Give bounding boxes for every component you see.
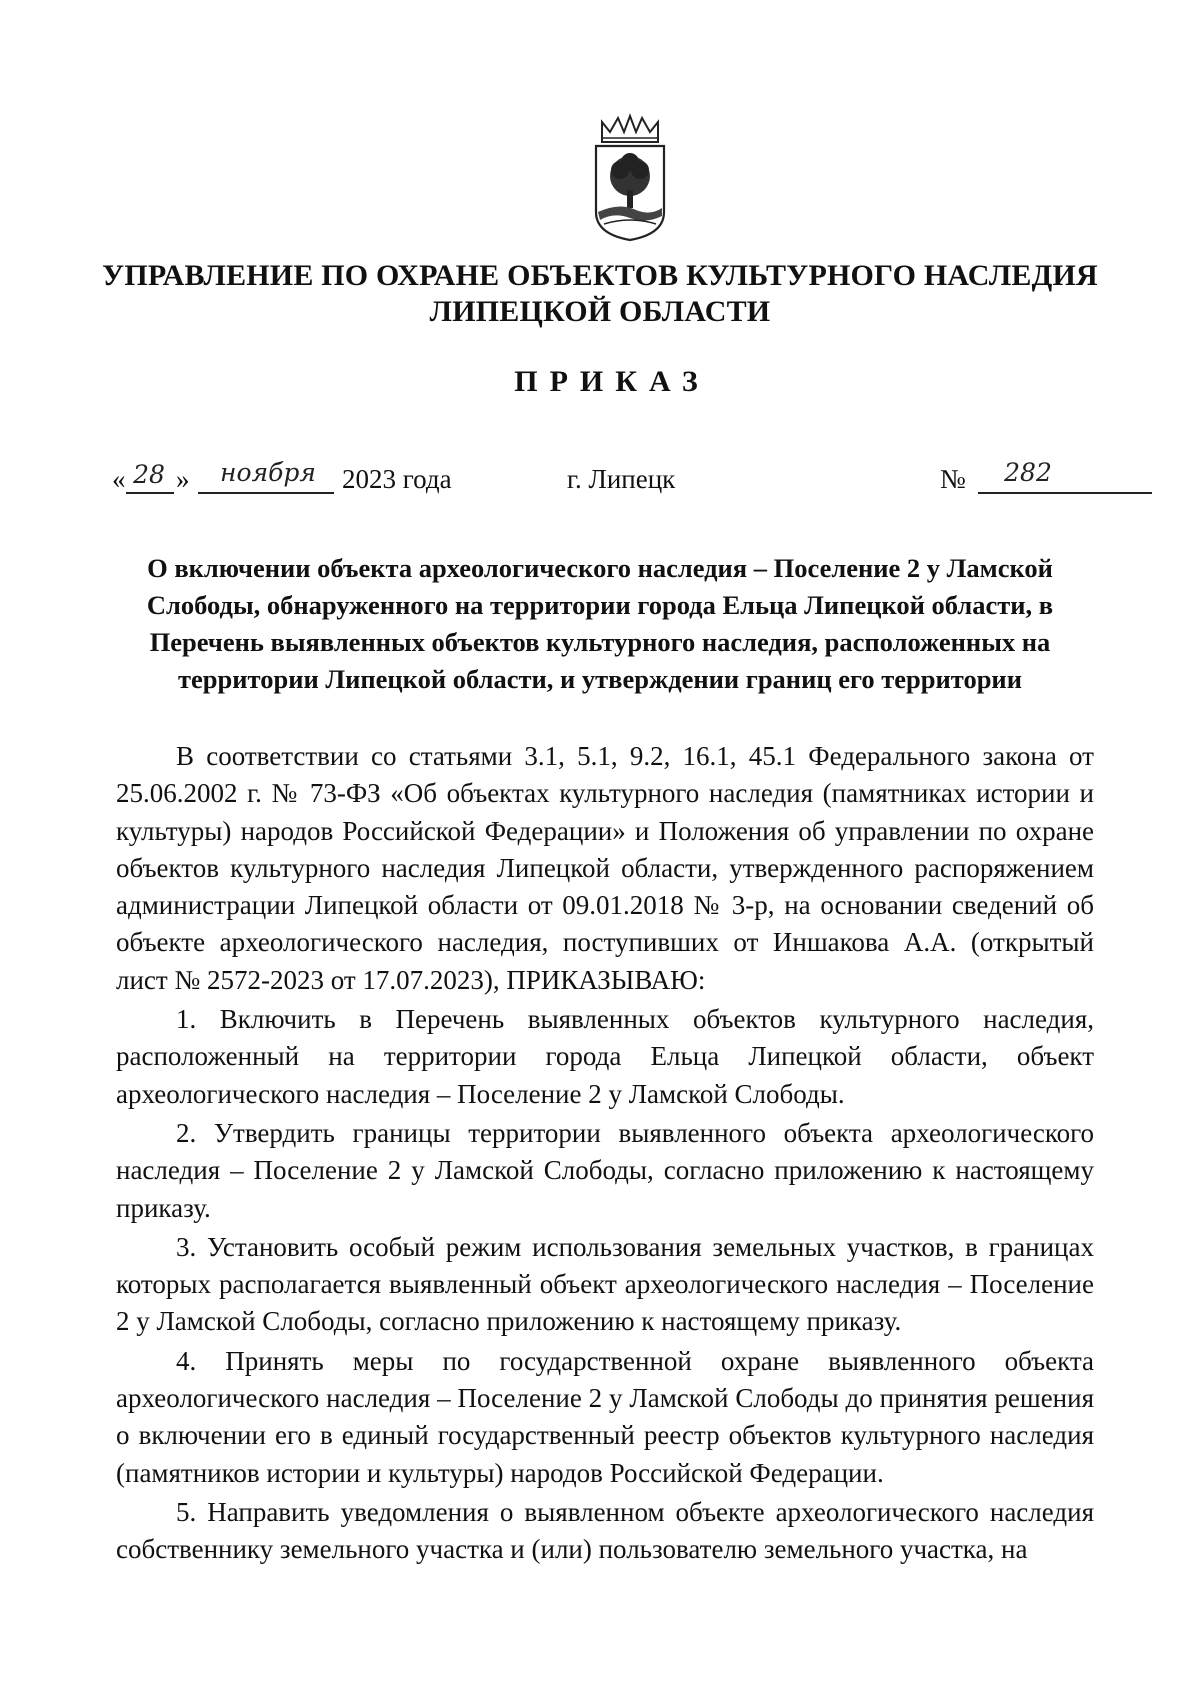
city-name: г. Липецк — [567, 464, 676, 494]
organization-region: ЛИПЕЦКОЙ ОБЛАСТИ — [429, 295, 771, 328]
document-body — [116, 738, 1094, 1569]
number-underline — [978, 492, 1152, 494]
date-year: 2023 года — [342, 464, 452, 494]
date-close-quote: » — [176, 464, 190, 494]
document-number-handwritten: 282 — [1004, 458, 1052, 487]
order-item-3: 3. Установить особый режим использования земельных участков, в границах которых располагается выявленный объект археологического наследия – Поселение 2 у Ламской Слободы, согласно приложению к настоящему приказу. — [116, 1231, 1094, 1337]
document-subject: О включении объекта археологического наследия – Поселение 2 у Ламской Слободы, обнаруженного на территории города Ельца Липецкой области, в Перечень выявленных объектов культурного наследия, расположенных на территории Липецкой области, и утверждении границ его территории — [146, 553, 1054, 694]
date-open-quote: « — [112, 464, 126, 494]
date-day-underline — [126, 492, 174, 494]
order-item-2: 2. Утвердить границы территории выявленного объекта археологического наследия – Поселение 2 у Ламской Слободы, согласно приложению к настоящему приказу. — [116, 1117, 1094, 1223]
organization-title: УПРАВЛЕНИЕ ПО ОХРАНЕ ОБЪЕКТОВ КУЛЬТУРНОГО НАСЛЕДИЯ — [102, 259, 1098, 292]
coat-of-arms-icon — [590, 112, 670, 242]
preamble-paragraph: В соответствии со статьями 3.1, 5.1, 9.2, 16.1, 45.1 Федерального закона от 25.06.2002 г. № 73-ФЗ «Об объектах культурного наследия (памятниках истории и культуры) народов Российской Федерации» и Положения об управлении по охране объектов культурного наследия Липецкой области, утвержденного распоряжением администрации Липецкой области от 09.01.2018 № 3-р, на основании сведений об объекте археологического наследия, поступивших от Иншакова А.А. (открытый лист № 2572-2023 от 17.07.2023), ПРИКАЗЫВАЮ: — [116, 741, 1094, 995]
document-type-title: ПРИКАЗ — [514, 365, 710, 398]
date-day-handwritten: 28 — [133, 460, 165, 489]
date-month-handwritten: ноября — [220, 458, 316, 487]
order-item-1: 1. Включить в Перечень выявленных объектов культурного наследия, расположенный на территории города Ельца Липецкой области, объект археологического наследия – Поселение 2 у Ламской Слободы. — [116, 1004, 1094, 1109]
document-meta-row — [112, 458, 1152, 498]
number-label: № — [940, 464, 966, 494]
date-month-underline — [198, 492, 334, 494]
order-item-5: 5. Направить уведомления о выявленном объекте археологического наследия собственнику земельного участка и (или) пользователю земельного участка, на — [116, 1496, 1094, 1565]
order-item-4: 4. Принять меры по государственной охране выявленного объекта археологического наследия – Поселение 2 у Ламской Слободы до принятия решения о включении его в единый государственный реестр объектов культурного наследия (памятников истории и культуры) народов Российской Федерации. — [116, 1345, 1094, 1488]
